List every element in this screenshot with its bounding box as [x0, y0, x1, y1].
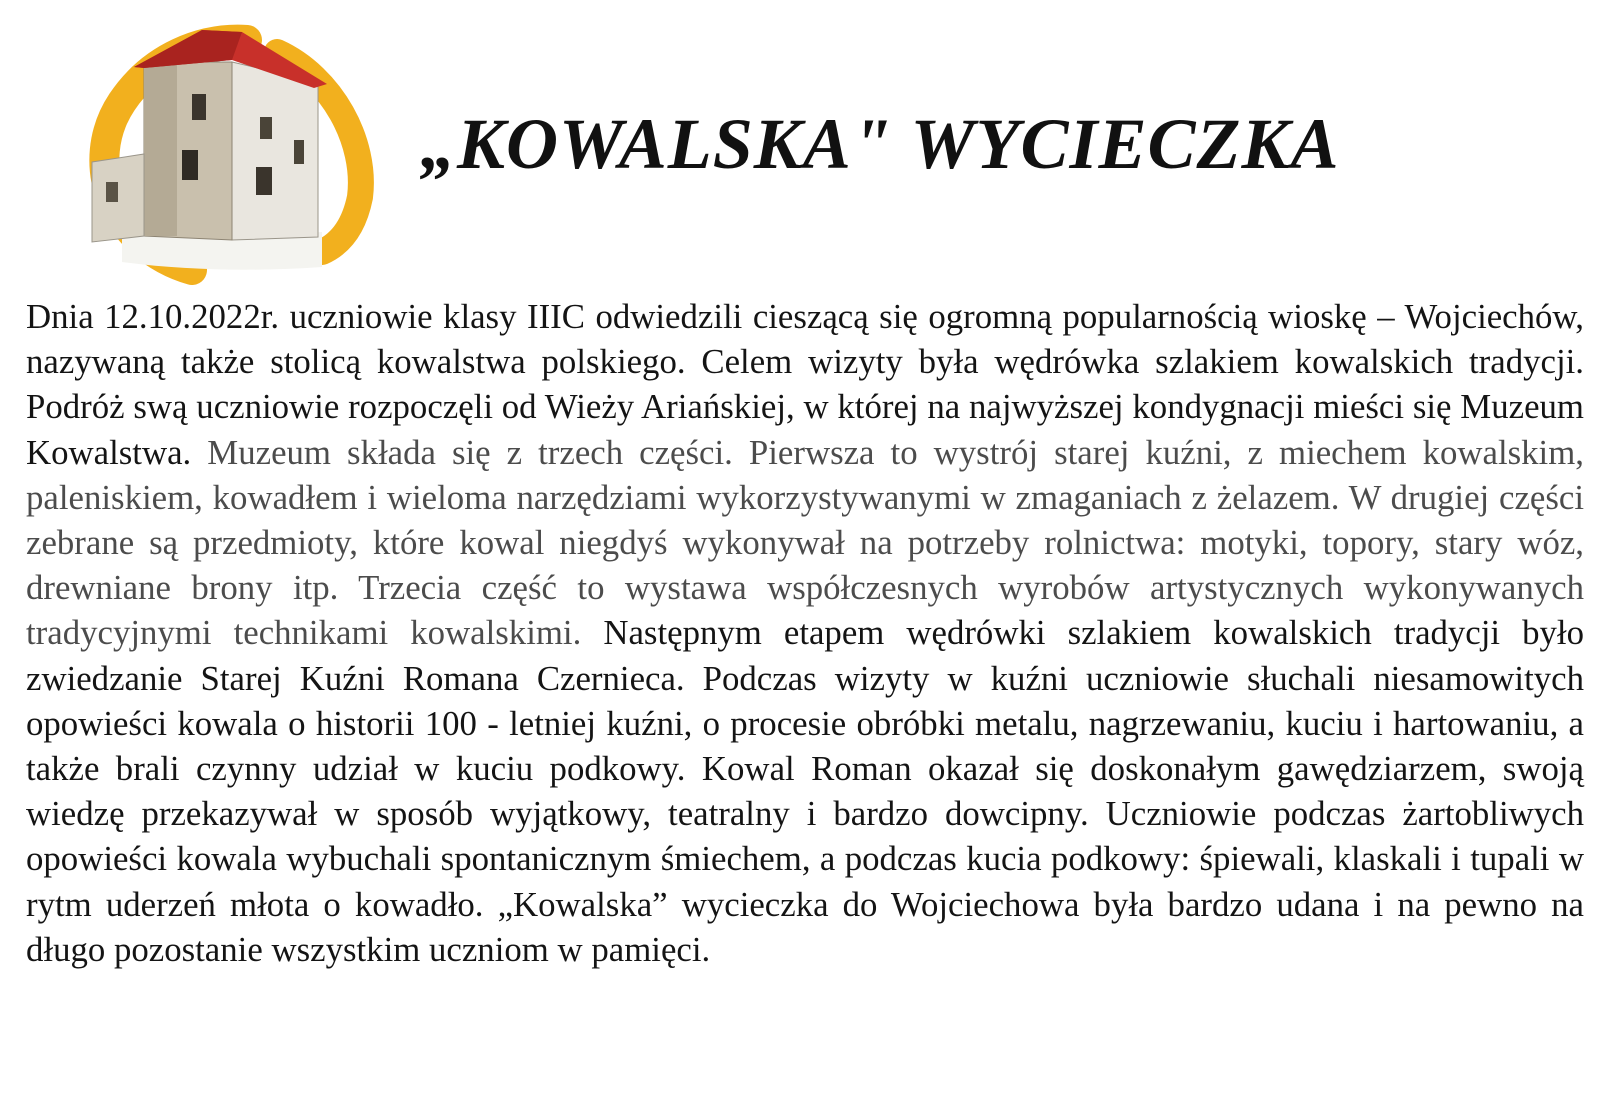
school-logo	[82, 22, 382, 292]
tower-logo-icon	[82, 22, 382, 292]
article-paragraph-museum: Muzeum składa się z trzech części. Pierwsza to wystrój starej kuźni, z miechem kowalskim, paleniskiem, kowadłem i wieloma narzędziami wykorzystywanymi w zmaganiach z żelazem. W drugiej części zebrane są przedmioty, które kowal niegdyś wykonywał na potrzeby rolnictwa: motyki, topory, stary wóz, drewniane brony itp. Trzecia część to wystawa współczesnych wyrobów artystycznych wykonywanych tradycyjnymi technikami kowalskimi.	[26, 432, 1584, 653]
page-title: „KOWALSKA" WYCIECZKA	[420, 104, 1340, 184]
article-body	[26, 294, 1584, 972]
article-paragraph-intro: Dnia 12.10.2022r. uczniowie klasy IIIC odwiedzili cieszącą się ogromną popularnością wioskę – Wojciechów, nazywaną także stolicą kowalstwa polskiego. Celem wizyty była wędrówka szlakiem kowalskich tradycji. Podróż swą uczniowie rozpoczęli od Wieży Ariańskiej, w której na najwyższej kondygnacji mieści się Muzeum Kowalstwa.	[26, 297, 1584, 472]
article-paragraph-forge: Następnym etapem wędrówki szlakiem kowalskich tradycji było zwiedzanie Starej Kuźni Romana Czernieca. Podczas wizyty w kuźni uczniowie słuchali niesamowitych opowieści kowala o historii 100 - letniej kuźni, o procesie obróbki metalu, nagrzewaniu, kuciu i hartowaniu, a także brali czynny udział w kuciu podkowy. Kowal Roman okazał się doskonałym gawędziarzem, swoją wiedzę przekazywał w sposób wyjątkowy, teatralny i bardzo dowcipny. Uczniowie podczas żartobliwych opowieści kowala wybuchali spontanicznym śmiechem, a podczas kucia podkowy: śpiewali, klaskali i tupali w rytm uderzeń młota o kowadło. „Kowalska” wycieczka do Wojciechowa była bardzo udana i na pewno na długo pozostanie wszystkim uczniom w pamięci.	[26, 613, 1584, 969]
